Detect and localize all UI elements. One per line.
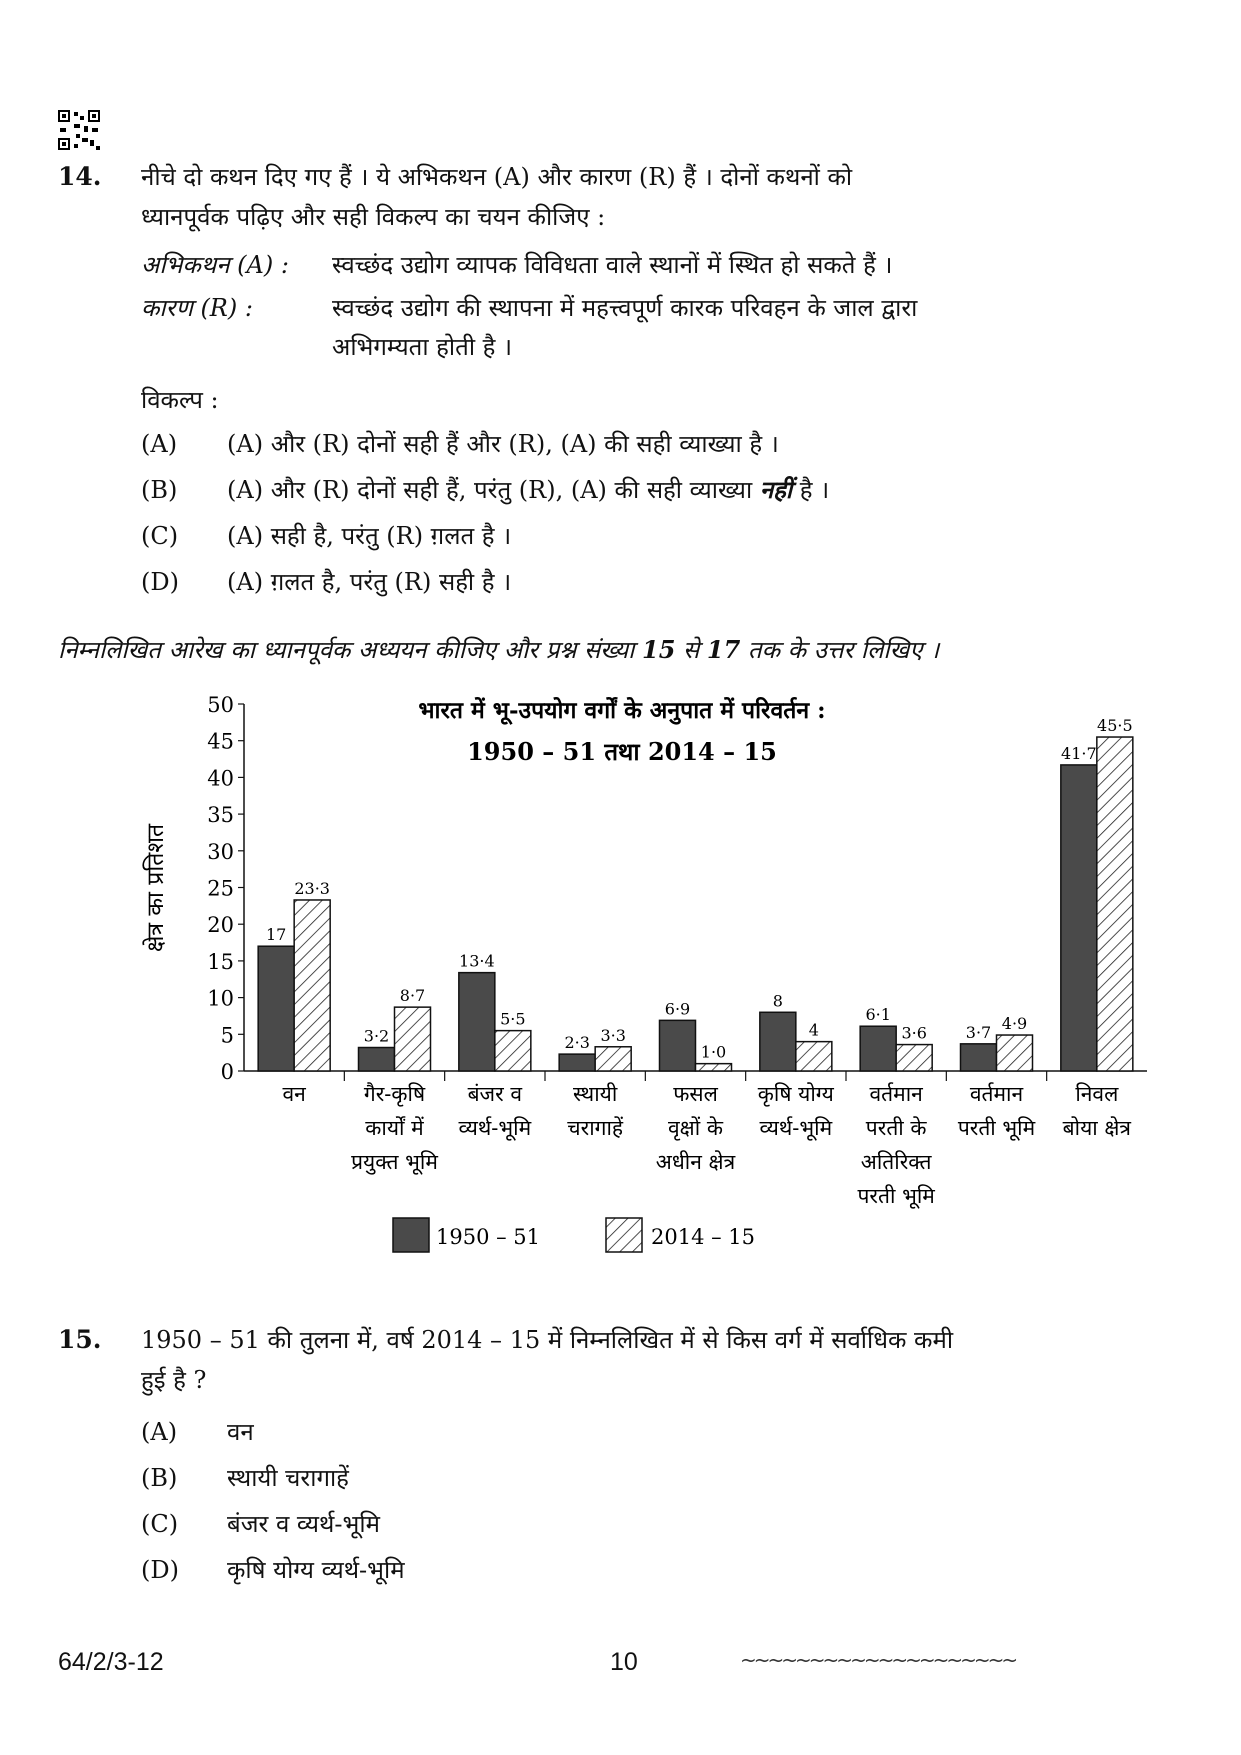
bar-1950-51 <box>860 1026 896 1071</box>
bar-1950-51 <box>559 1054 595 1071</box>
option-key: (C) <box>141 522 179 550</box>
bar-2014-15 <box>796 1042 832 1071</box>
category-label: बंजर व <box>467 1082 523 1106</box>
category-label: कृषि योग्य <box>757 1082 834 1106</box>
q15-option-a <box>141 1412 254 1452</box>
category-label: प्रयुक्त भूमि <box>351 1150 438 1174</box>
assertion-text: स्वच्छंद उद्योग व्यापक विविधता वाले स्थानों में स्थित हो सकते हैं । <box>332 251 893 279</box>
bar-1950-51 <box>760 1012 796 1071</box>
y-tick-label: 45 <box>207 729 234 754</box>
bar-value-label: 1·0 <box>700 1042 727 1062</box>
bar-value-label: 6·1 <box>865 1005 891 1025</box>
category-label: फसल <box>673 1082 718 1106</box>
bar-value-label: 6·9 <box>664 999 691 1019</box>
option-key: (D) <box>141 1556 179 1584</box>
chart-subtitle: 1950 – 51 तथा 2014 – 15 <box>467 737 777 766</box>
instruction-text-mid: से <box>675 636 707 664</box>
category-label: बोया क्षेत्र <box>1062 1116 1132 1140</box>
bar-value-label: 3·3 <box>600 1025 626 1045</box>
y-tick-label: 35 <box>207 803 234 828</box>
wavy-mark: ~~~~~~~~~~~~~~~~~~~~ <box>740 1648 1016 1672</box>
bar-value-label: 4 <box>808 1020 819 1040</box>
option-text: (A) सही है, परंतु (R) ग़लत है । <box>227 522 512 550</box>
option-text: कृषि योग्य व्यर्थ-भूमि <box>227 1556 405 1584</box>
y-tick-label: 5 <box>220 1023 234 1048</box>
chart-title: भारत में भू-उपयोग वर्गों के अनुपात में परिवर्तन : <box>418 697 826 724</box>
category-label: परती के <box>865 1116 927 1140</box>
q14-intro-line2: ध्यानपूर्वक पढ़िए और सही विकल्प का चयन कीजिए : <box>141 203 606 231</box>
reason-label: कारण (R) : <box>141 294 253 322</box>
bar-value-label: 45·5 <box>1097 716 1133 736</box>
option-text: (A) और (R) दोनों सही हैं और (R), (A) की सही व्याख्या है । <box>227 430 779 458</box>
option-text: स्थायी चरागाहें <box>227 1464 349 1492</box>
bar-value-label: 3·6 <box>901 1023 927 1043</box>
option-key: (D) <box>141 568 179 596</box>
q15-option-b <box>141 1458 349 1498</box>
y-tick-label: 10 <box>207 986 234 1011</box>
q15-option-d <box>141 1550 405 1590</box>
category-label: परती भूमि <box>957 1116 1036 1140</box>
bar-1950-51 <box>961 1044 997 1071</box>
bar-value-label: 3·7 <box>965 1022 992 1042</box>
page-number: 10 <box>610 1648 638 1676</box>
y-tick-label: 0 <box>220 1060 234 1084</box>
bar-value-label: 17 <box>265 925 287 945</box>
option-text: (A) और (R) दोनों सही हैं, परंतु (R), (A) की सही व्याख्या <box>227 476 753 504</box>
bar-1950-51 <box>459 973 495 1071</box>
y-tick-label: 15 <box>207 949 234 974</box>
bar-1950-51 <box>359 1048 395 1071</box>
category-label: वृक्षों के <box>668 1116 723 1140</box>
y-tick-label: 40 <box>207 766 234 791</box>
option-key: (B) <box>141 1464 178 1492</box>
bar-2014-15 <box>595 1047 631 1071</box>
bar-value-label: 4·9 <box>1001 1014 1028 1034</box>
category-label: अतिरिक्त <box>860 1150 932 1174</box>
category-label: वर्तमान <box>869 1082 923 1106</box>
y-tick-label: 50 <box>207 693 234 717</box>
bar-2014-15 <box>896 1045 932 1071</box>
bar-2014-15 <box>696 1064 732 1071</box>
category-label: गैर-कृषि <box>363 1082 426 1106</box>
bar-value-label: 5·5 <box>500 1009 526 1029</box>
bar-2014-15 <box>1097 737 1133 1071</box>
legend-label-2014-15: 2014 – 15 <box>651 1225 756 1249</box>
category-label: परती भूमि <box>857 1184 935 1208</box>
options-label: विकल्प : <box>141 386 219 414</box>
bar-2014-15 <box>495 1031 531 1071</box>
reason-line1: स्वच्छंद उद्योग की स्थापना में महत्त्वपूर्ण कारक परिवहन के जाल द्वारा <box>332 294 918 322</box>
category-label: कार्यों में <box>365 1116 424 1140</box>
instruction-num-from: 15 <box>642 635 676 664</box>
instruction-text-end: तक के उत्तर लिखिए । <box>740 636 940 664</box>
category-label: व्यर्थ-भूमि <box>458 1116 532 1140</box>
option-key: (C) <box>141 1510 179 1538</box>
option-key: (A) <box>141 430 178 458</box>
q14-number: 14. <box>58 162 102 191</box>
q15-line2: हुई है ? <box>141 1366 207 1394</box>
bar-value-label: 8·7 <box>399 986 426 1006</box>
bar-value-label: 23·3 <box>294 878 330 898</box>
bar-value-label: 3·2 <box>363 1026 390 1046</box>
instruction-text: निम्नलिखित आरेख का ध्यानपूर्वक अध्ययन कीजिए और प्रश्न संख्या <box>58 636 642 664</box>
q14-intro-line1: नीचे दो कथन दिए गए हैं । ये अभिकथन (A) और कारण (R) हैं । दोनों कथनों को <box>141 163 853 191</box>
legend-swatch-2014-15 <box>606 1218 642 1252</box>
instruction-num-to: 17 <box>706 635 741 664</box>
bar-2014-15 <box>395 1007 431 1071</box>
reason-line2: अभिगम्यता होती है । <box>332 333 513 361</box>
bar-2014-15 <box>294 900 330 1071</box>
bar-1950-51 <box>660 1020 696 1071</box>
q15-number: 15. <box>58 1325 102 1354</box>
q15-line1: 1950 – 51 की तुलना में, वर्ष 2014 – 15 में निम्नलिखित में से किस वर्ग में सर्वाधिक कमी <box>141 1326 954 1354</box>
category-label: वर्तमान <box>969 1082 1024 1106</box>
bar-1950-51 <box>1061 765 1097 1071</box>
paper-code: 64/2/3-12 <box>58 1648 164 1676</box>
option-text: वन <box>227 1418 254 1446</box>
assertion-label: अभिकथन (A) : <box>141 251 289 279</box>
legend-label-1950-51: 1950 – 51 <box>436 1225 541 1249</box>
option-text: (A) ग़लत है, परंतु (R) सही है । <box>227 568 512 596</box>
category-label: निवल <box>1075 1082 1119 1106</box>
category-label: अधीन क्षेत्र <box>655 1150 736 1174</box>
y-tick-label: 25 <box>207 876 234 901</box>
option-text-end: है । <box>799 476 830 504</box>
option-key: (B) <box>141 476 178 504</box>
y-tick-label: 30 <box>207 839 234 864</box>
bar-1950-51 <box>258 946 294 1071</box>
q15-option-c <box>141 1504 380 1544</box>
bar-2014-15 <box>997 1035 1033 1071</box>
bar-value-label: 8 <box>772 991 783 1011</box>
category-label: व्यर्थ-भूमि <box>759 1116 833 1140</box>
option-emphasis: नहीं <box>759 475 793 504</box>
option-key: (A) <box>141 1418 178 1446</box>
y-tick-label: 20 <box>207 913 234 938</box>
bar-value-label: 2·3 <box>564 1033 590 1053</box>
bar-value-label: 41·7 <box>1061 743 1097 763</box>
bar-value-label: 13·4 <box>459 951 495 971</box>
y-axis-label: क्षेत्र का प्रतिशत <box>143 823 169 953</box>
legend-swatch-1950-51 <box>393 1218 429 1252</box>
category-label: वन <box>282 1082 306 1106</box>
category-label: स्थायी <box>573 1082 618 1106</box>
category-label: चरागाहें <box>567 1116 624 1140</box>
option-text: बंजर व व्यर्थ-भूमि <box>227 1510 380 1538</box>
